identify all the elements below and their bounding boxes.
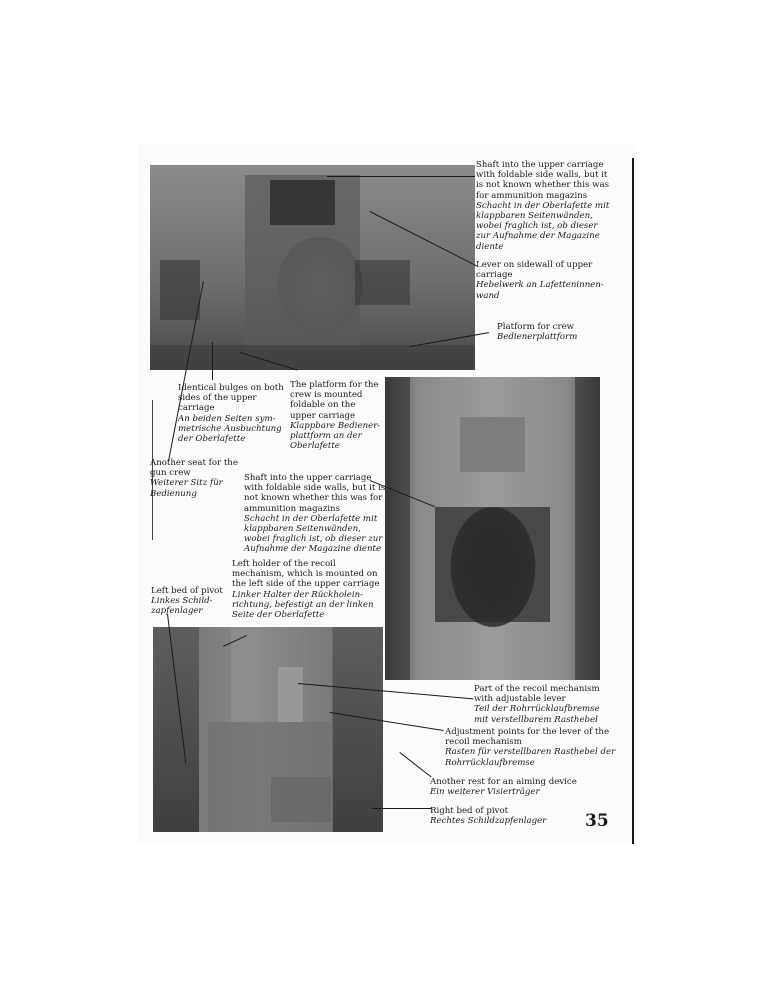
caption-de: An beiden Seiten sym- — [178, 413, 276, 424]
caption-de: zapfenlager — [151, 606, 203, 617]
page-number: 35 — [585, 811, 609, 831]
caption-de: Linkes Schild- — [151, 596, 213, 607]
caption-de: zur Aufnahme der Magazine — [476, 231, 600, 242]
photo-shaft-close-up — [385, 377, 600, 680]
caption-de: Rasten für verstellbaren Rasthebel der — [445, 747, 616, 758]
caption-de: mit verstellbarem Rasthebel — [474, 714, 598, 725]
caption-en: recoil mechanism — [445, 737, 522, 748]
caption-en: is not known whether this was — [476, 180, 609, 191]
caption-shaft-middle — [244, 473, 385, 555]
caption-en: sides of the upper — [178, 393, 257, 404]
caption-de: wand — [476, 290, 500, 301]
caption-en: ammunition magazins — [244, 503, 340, 514]
caption-de: klappbaren Seitenwänden, — [244, 524, 361, 535]
caption-en: Identical bulges on both — [178, 383, 284, 393]
caption-en: The platform for the — [290, 380, 379, 390]
caption-en: Another seat for the — [150, 458, 238, 468]
caption-de: Seite der Oberlafette — [232, 610, 325, 621]
caption-en: with adjustable lever — [474, 694, 566, 705]
caption-en: with foldable side walls, but it is — [244, 483, 386, 494]
caption-de: Ein weiterer Visierträger — [430, 787, 540, 798]
caption-left-holder — [232, 559, 379, 620]
caption-de: plattform an der — [290, 431, 362, 442]
caption-de: Weiterer Sitz für — [150, 478, 223, 489]
caption-en: the left side of the upper carriage — [232, 579, 380, 590]
caption-en: not known whether this was for — [244, 493, 383, 504]
caption-de: Klappbare Bediener- — [290, 420, 381, 431]
caption-de: Teil der Rohrrücklaufbremse — [474, 704, 600, 715]
caption-en: Adjustment points for the lever of the — [445, 727, 610, 737]
caption-de: Rechtes Schildzapfenlager — [430, 816, 547, 827]
caption-de: Schacht in der Oberlafette mit — [244, 513, 378, 524]
caption-de: metrische Ausbuchtung — [178, 423, 282, 434]
photo-upper-carriage-top-view — [150, 165, 475, 370]
caption-left-bed — [151, 586, 223, 617]
caption-en: Another rest for an aiming device — [430, 777, 577, 787]
caption-de: Linker Halter der Rückholein- — [232, 589, 364, 600]
caption-de: Oberlafette — [290, 441, 340, 452]
photo-recoil-mechanism — [153, 627, 383, 832]
caption-platform-foldable — [290, 380, 380, 451]
caption-de: wobei fraglich ist, ob dieser — [476, 221, 598, 232]
caption-en: crew is mounted — [290, 390, 363, 401]
caption-en: Platform for crew — [497, 322, 575, 332]
caption-lever — [476, 260, 604, 301]
caption-de: richtung, befestigt an der linken — [232, 599, 374, 610]
caption-en: foldable on the — [290, 400, 356, 411]
caption-en: Shaft into the upper carriage — [244, 473, 372, 483]
caption-en: Right bed of pivot — [430, 806, 509, 816]
caption-en: Shaft into the upper carriage — [476, 160, 604, 170]
caption-de: Bedienung — [150, 488, 197, 499]
caption-de: Rohrrücklaufbremse — [445, 757, 535, 768]
caption-de: klappbaren Seitenwänden, — [476, 211, 593, 222]
caption-en: carriage — [476, 270, 513, 281]
caption-en: gun crew — [150, 468, 191, 479]
caption-de: Bedienerplattform — [497, 332, 578, 343]
caption-en: Left bed of pivot — [151, 586, 223, 596]
caption-en: with foldable side walls, but it — [476, 170, 608, 181]
caption-adjustment — [445, 727, 615, 768]
caption-de: Schacht in der Oberlafette mit — [476, 200, 610, 211]
caption-en: upper carriage — [290, 410, 356, 421]
caption-en: mechanism, which is mounted on — [232, 569, 378, 580]
caption-right-bed — [430, 806, 546, 826]
page-edge — [632, 158, 634, 844]
leader-line — [212, 342, 213, 380]
caption-platform — [497, 322, 577, 342]
leader-line — [372, 808, 432, 809]
caption-shaft-top — [476, 160, 609, 252]
caption-recoil-part — [474, 684, 600, 725]
caption-en: Left holder of the recoil — [232, 559, 336, 569]
caption-en: Part of the recoil mechanism — [474, 684, 600, 694]
caption-aiming — [430, 777, 577, 797]
caption-de: der Oberlafette — [178, 434, 246, 445]
caption-en: carriage — [178, 403, 215, 414]
caption-en: for ammunition magazins — [476, 190, 588, 201]
caption-de: Hebelwerk an Lafetteninnen- — [476, 280, 604, 291]
caption-en: Lever on sidewall of upper — [476, 260, 593, 270]
caption-de: Aufnahme der Magazine diente — [244, 544, 382, 555]
caption-de: wobei fraglich ist, ob dieser zur — [244, 534, 383, 545]
caption-seat — [150, 458, 238, 499]
caption-bulges — [178, 383, 284, 444]
leader-line — [327, 176, 475, 177]
caption-de: diente — [476, 241, 504, 252]
